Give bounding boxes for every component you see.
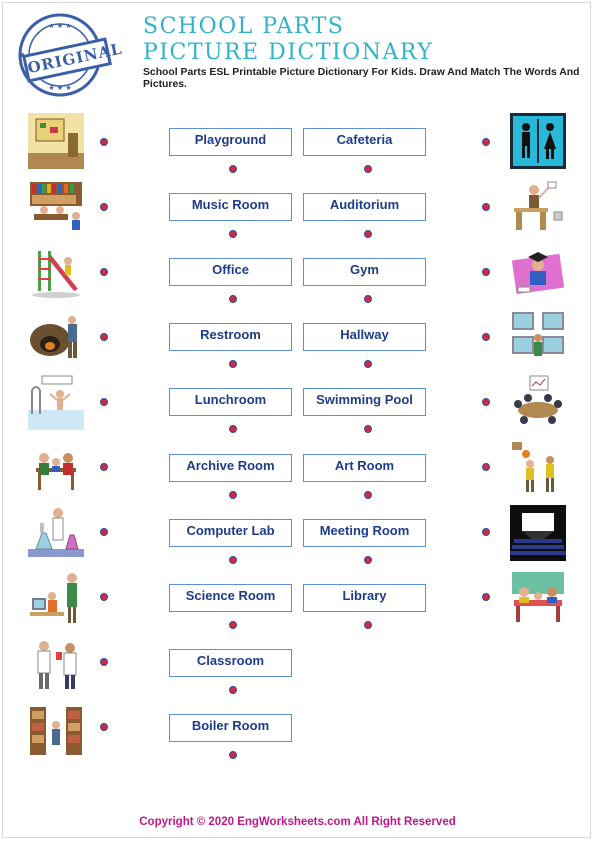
word-box: Science Room	[169, 584, 292, 612]
match-dot[interactable]	[364, 556, 372, 564]
stamp-word: ORIGINAL	[22, 37, 112, 82]
match-dot[interactable]	[364, 360, 372, 368]
auditorium-picture	[510, 505, 566, 561]
match-dot[interactable]	[229, 425, 237, 433]
word-box: Music Room	[169, 193, 292, 221]
page-title	[143, 14, 463, 66]
match-dot[interactable]	[100, 398, 108, 406]
lunchroom-picture	[510, 570, 566, 626]
archive-room-picture	[28, 703, 84, 759]
original-stamp	[10, 10, 124, 100]
match-dot[interactable]	[229, 360, 237, 368]
match-dot[interactable]	[364, 295, 372, 303]
word-box: Boiler Room	[169, 714, 292, 742]
match-dot[interactable]	[482, 203, 490, 211]
match-dot[interactable]	[100, 138, 108, 146]
match-dot[interactable]	[229, 491, 237, 499]
match-dot[interactable]	[100, 723, 108, 731]
word-box: Lunchroom	[169, 388, 292, 416]
match-dot[interactable]	[229, 751, 237, 759]
match-dot[interactable]	[229, 556, 237, 564]
word-box: Gym	[303, 258, 426, 286]
word-box: Classroom	[169, 649, 292, 677]
science-teachers-picture	[28, 636, 84, 692]
title-line-2: PICTURE DICTIONARY	[143, 40, 434, 65]
svg-text:★ ★ ★: ★ ★ ★	[48, 22, 72, 30]
word-box: Meeting Room	[303, 519, 426, 547]
match-dot[interactable]	[229, 165, 237, 173]
library-picture	[28, 178, 84, 234]
match-dot[interactable]	[364, 621, 372, 629]
title-line-1: SCHOOL PARTS	[143, 14, 345, 39]
match-dot[interactable]	[229, 230, 237, 238]
copyright-footer: Copyright © 2020 EngWorksheets.com All Right Reserved	[139, 816, 456, 828]
word-box: Cafeteria	[303, 128, 426, 156]
match-dot[interactable]	[482, 528, 490, 536]
match-dot[interactable]	[482, 463, 490, 471]
office-desk-picture	[510, 178, 566, 234]
word-box: Playground	[169, 128, 292, 156]
cafeteria-picture	[28, 440, 84, 496]
match-dot[interactable]	[482, 593, 490, 601]
match-dot[interactable]	[100, 593, 108, 601]
match-dot[interactable]	[229, 686, 237, 694]
computer-lab-picture	[510, 308, 566, 364]
match-dot[interactable]	[364, 165, 372, 173]
office-picture	[28, 570, 84, 626]
word-box: Computer Lab	[169, 519, 292, 547]
word-box: Art Room	[303, 454, 426, 482]
match-dot[interactable]	[100, 463, 108, 471]
restroom-picture	[510, 113, 566, 169]
swimming-pool-picture	[28, 374, 84, 430]
graduate-picture	[510, 243, 566, 299]
classroom-picture	[28, 113, 84, 169]
match-dot[interactable]	[100, 333, 108, 341]
match-dot[interactable]	[364, 230, 372, 238]
playground-picture	[28, 243, 84, 299]
match-dot[interactable]	[100, 658, 108, 666]
match-dot[interactable]	[364, 425, 372, 433]
word-box: Office	[169, 258, 292, 286]
match-dot[interactable]	[229, 295, 237, 303]
word-box: Hallway	[303, 323, 426, 351]
word-box: Restroom	[169, 323, 292, 351]
page-frame	[2, 2, 591, 838]
word-box: Library	[303, 584, 426, 612]
match-dot[interactable]	[100, 203, 108, 211]
word-box: Archive Room	[169, 454, 292, 482]
match-dot[interactable]	[229, 621, 237, 629]
meeting-room-picture	[510, 374, 566, 430]
word-box: Auditorium	[303, 193, 426, 221]
boiler-room-picture	[28, 308, 84, 364]
gym-picture	[510, 440, 566, 496]
match-dot[interactable]	[482, 398, 490, 406]
match-dot[interactable]	[100, 528, 108, 536]
match-dot[interactable]	[482, 138, 490, 146]
match-dot[interactable]	[100, 268, 108, 276]
page-subtitle: School Parts ESL Printable Picture Dictionary For Kids. Draw And Match The Words And Pictures.	[143, 67, 580, 90]
science-room-picture	[28, 505, 84, 561]
match-dot[interactable]	[482, 333, 490, 341]
match-dot[interactable]	[482, 268, 490, 276]
word-box: Swimming Pool	[303, 388, 426, 416]
svg-text:★ ★ ★: ★ ★ ★	[48, 84, 72, 92]
match-dot[interactable]	[364, 491, 372, 499]
